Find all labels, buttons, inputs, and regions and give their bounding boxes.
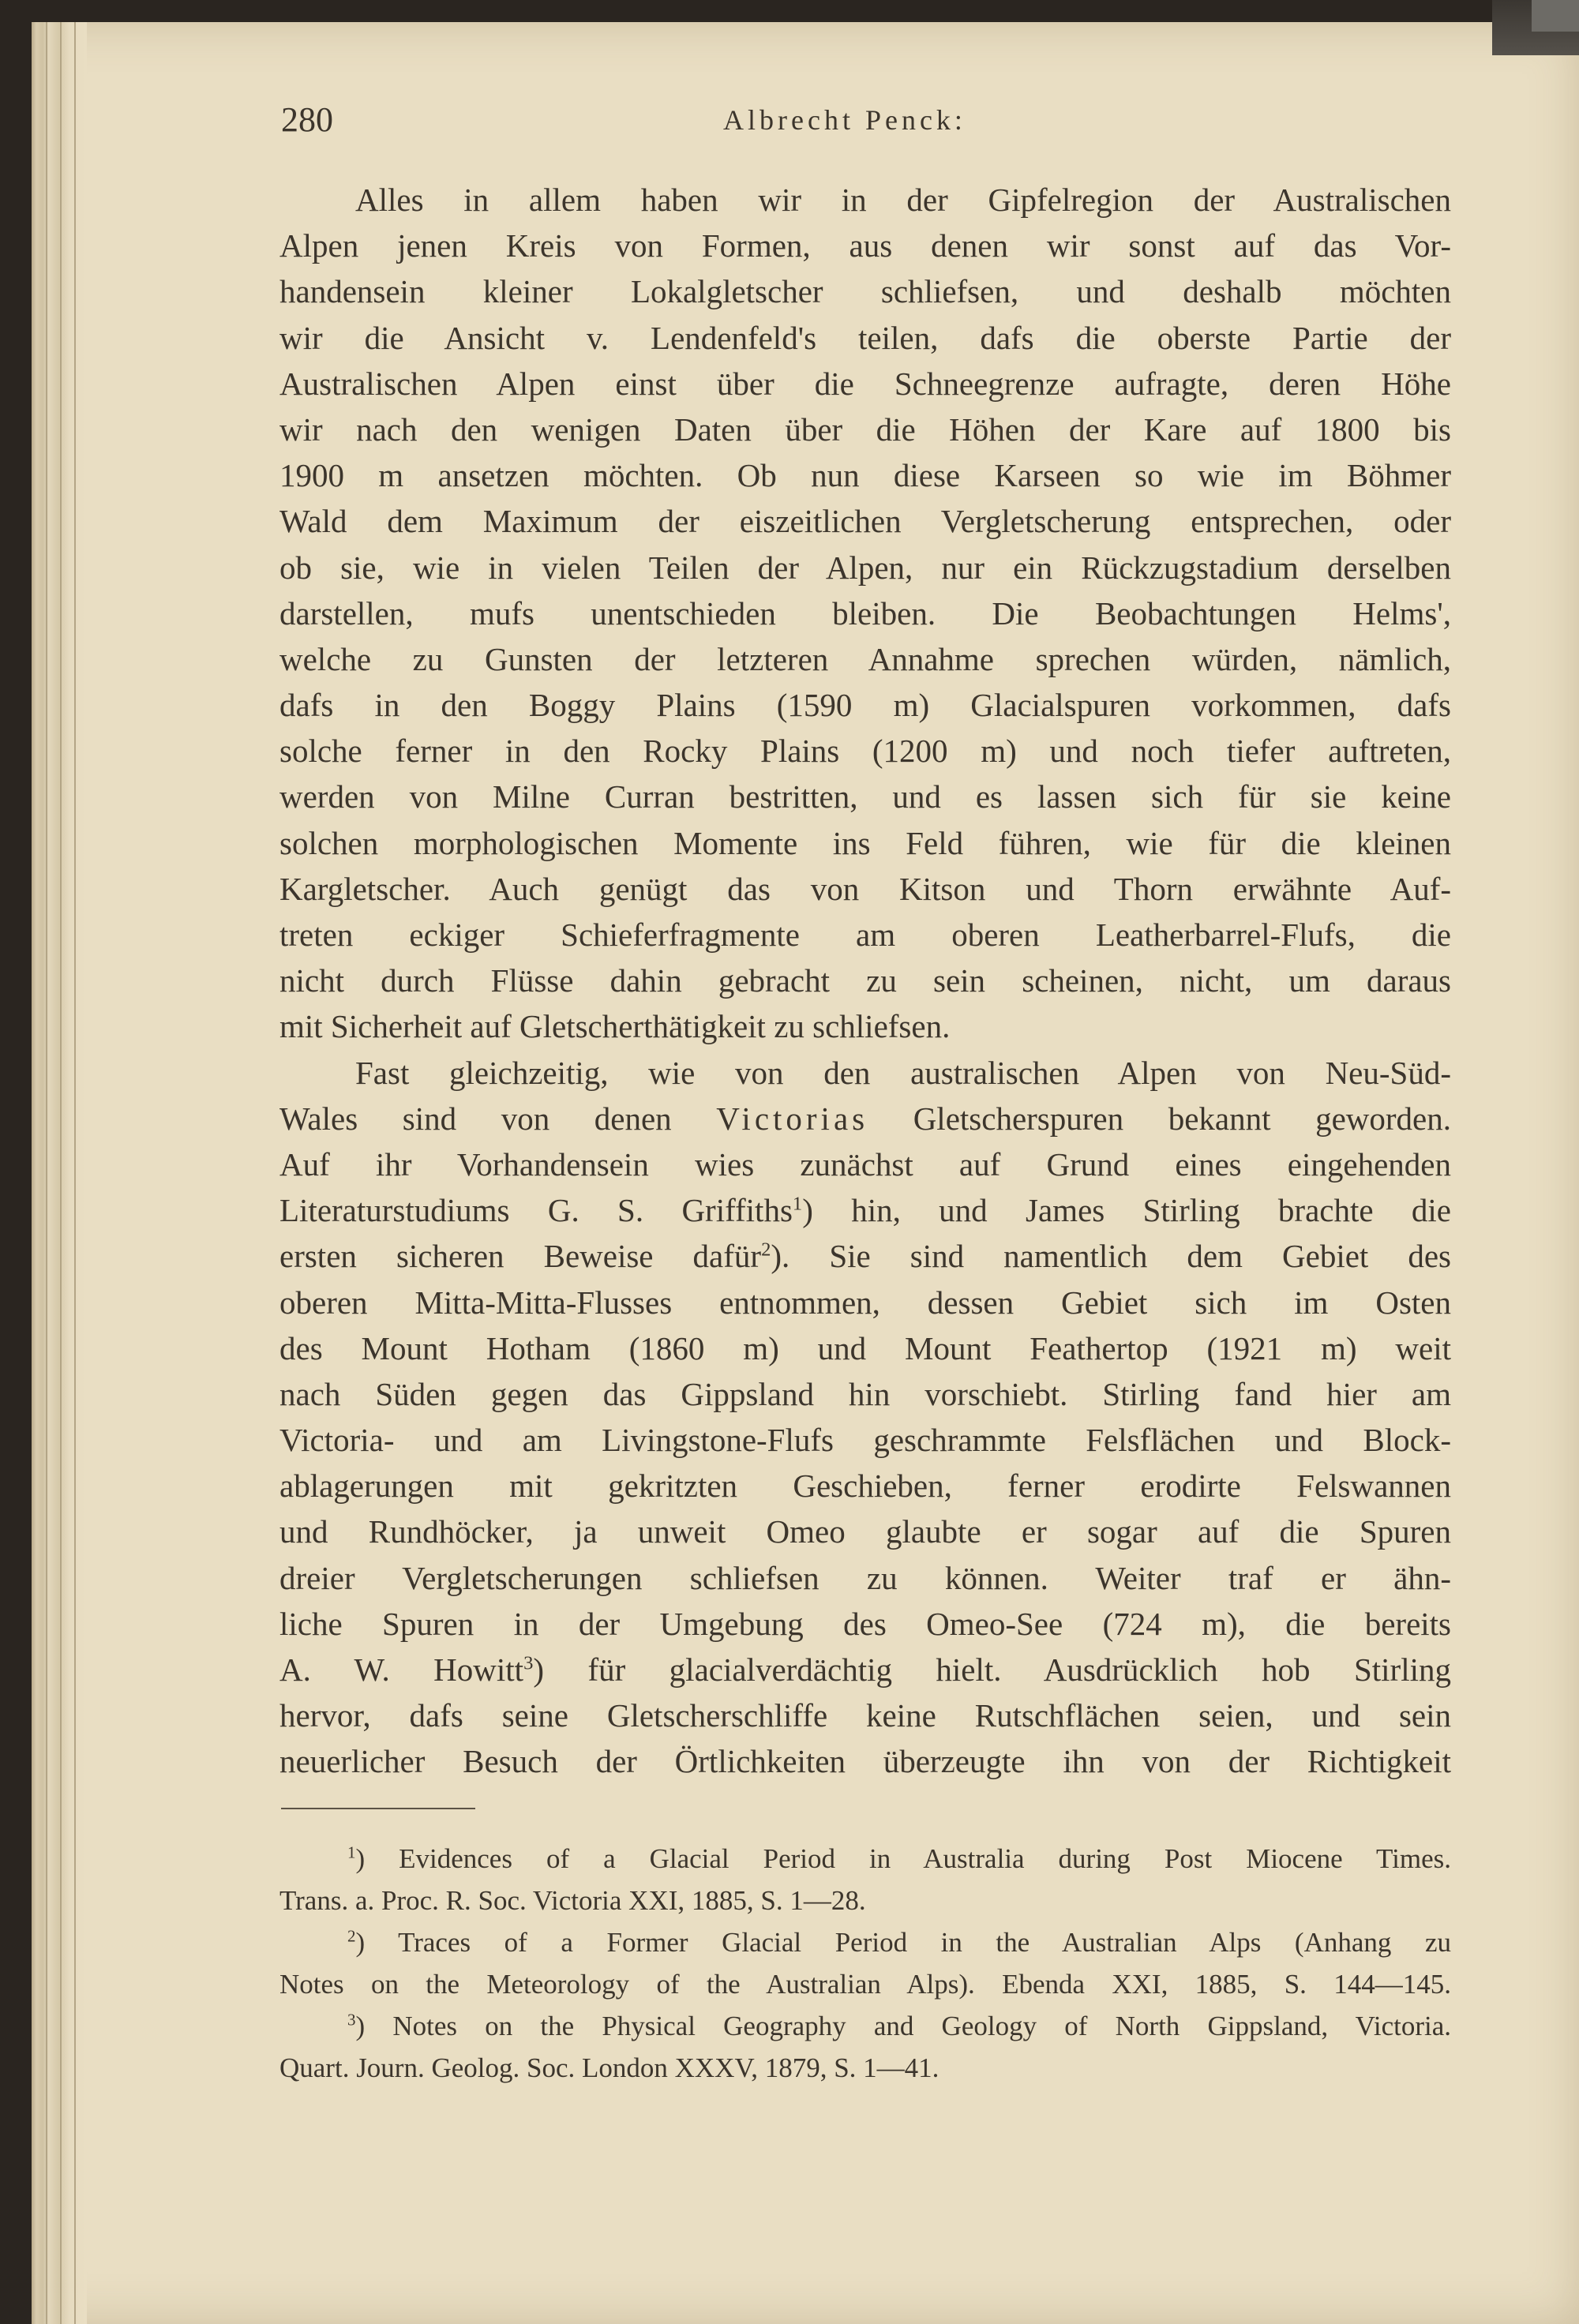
text-line: dafs in den Boggy Plains (1590 m) Glacialspuren vorkommen, dafs — [279, 687, 1451, 724]
page-edge-line — [60, 22, 62, 2324]
text-line: werden von Milne Curran bestritten, und es lassen sich für sie keine — [279, 778, 1451, 815]
text-line: ablagerungen mit gekritzten Geschieben, ferner erodirte Felswannen — [279, 1467, 1451, 1505]
emphasized-word: Victorias — [716, 1100, 869, 1137]
text-line: des Mount Hotham (1860 m) und Mount Feathertop (1921 m) weit — [279, 1329, 1451, 1366]
footnote-text: ) Traces of a Former Glacial Period in the Australian Alps (Anhang zu — [355, 1927, 1451, 1958]
text-line: nicht durch Flüsse dahin gebracht zu sein scheinen, nicht, um daraus — [279, 962, 1451, 999]
text-line: oberen Mitta-Mitta-Flusses entnommen, dessen Gebiet sich im Osten — [279, 1284, 1451, 1321]
footnote-2-cont: Notes on the Meteorology of the Australian Alps). Ebenda XXI, 1885, S. 144—145. — [279, 1969, 1451, 2000]
body-text — [279, 177, 1451, 1785]
text-run: Literaturstudiums G. S. Griffiths — [279, 1192, 793, 1229]
footnote-text: ) Evidences of a Glacial Period in Australia during Post Miocene Times. — [355, 1843, 1451, 1874]
text-line: Australischen Alpen einst über die Schneegrenze aufragte, deren Höhe — [279, 365, 1451, 402]
text-run: Gletscherspuren bekannt geworden. — [913, 1100, 1451, 1137]
page-edge-line — [74, 22, 76, 2324]
text-line — [279, 1647, 1451, 1692]
footnote-divider — [281, 1808, 475, 1809]
text-run: Wales sind von denen — [279, 1100, 672, 1137]
page-stack-edge — [32, 22, 87, 2324]
text-line: treten eckiger Schieferfragmente am oberen Leatherbarrel-Flufs, die — [279, 916, 1451, 953]
text-line — [279, 1096, 1451, 1141]
footnotes — [279, 1838, 1451, 2089]
text-run: ) für glacialverdächtig hielt. Ausdrücklich hob Stirling — [533, 1651, 1451, 1688]
text-line: Alpen jenen Kreis von Formen, aus denen wir sonst auf das Vor- — [279, 227, 1451, 264]
text-line: Fast gleichzeitig, wie von den australischen Alpen von Neu-Süd- — [355, 1054, 1451, 1091]
text-run: ). Sie sind namentlich dem Gebiet des — [771, 1238, 1452, 1275]
text-line: ob sie, wie in vielen Teilen der Alpen, nur ein Rückzugstadium derselben — [279, 549, 1451, 586]
text-line: Wald dem Maximum der eiszeitlichen Vergletscherung entsprechen, oder — [279, 503, 1451, 540]
text-line: handensein kleiner Lokalgletscher schliefsen, und deshalb möchten — [279, 273, 1451, 310]
page-number: 280 — [281, 100, 333, 139]
footnote-3 — [279, 2005, 1451, 2047]
page-header — [281, 98, 1450, 145]
text-line: wir nach den wenigen Daten über die Höhen der Kare auf 1800 bis — [279, 410, 1451, 448]
text-line: neuerlicher Besuch der Örtlichkeiten überzeugte ihn von der Richtigkeit — [279, 1743, 1451, 1780]
running-head: Albrecht Penck: — [723, 104, 966, 136]
text-line: Kargletscher. Auch genügt das von Kitson und Thorn erwähnte Auf- — [279, 870, 1451, 907]
text-run: ersten sicheren Beweise dafür — [279, 1238, 762, 1275]
text-run: A. W. Howitt — [279, 1651, 524, 1688]
footnote-marker: 3 — [347, 2010, 356, 2030]
footnote-1 — [279, 1838, 1451, 1880]
footnote-2 — [279, 1921, 1451, 1963]
text-line: Victoria- und am Livingstone-Flufs geschrammte Felsflächen und Block- — [279, 1422, 1451, 1459]
text-line — [279, 1233, 1451, 1279]
text-line: wir die Ansicht v. Lendenfeld's teilen, dafs die oberste Partie der — [279, 319, 1451, 356]
footnote-marker: 1 — [347, 1842, 356, 1862]
text-line: solchen morphologischen Momente ins Feld führen, wie für die kleinen — [279, 824, 1451, 861]
scan-corner — [1492, 0, 1579, 55]
text-line: liche Spuren in der Umgebung des Omeo-See (724 m), die bereits — [279, 1605, 1451, 1642]
text-line: Auf ihr Vorhandensein wies zunächst auf Grund eines eingehenden — [279, 1145, 1451, 1183]
footnote-ref-3: 3 — [523, 1652, 534, 1674]
text-line: hervor, dafs seine Gletscherschliffe keine Rutschflächen seien, und sein — [279, 1697, 1451, 1734]
text-line — [279, 1187, 1451, 1233]
footnote-ref-2: 2 — [761, 1239, 771, 1261]
text-run: ) hin, und James Stirling brachte die — [802, 1192, 1451, 1229]
scan-corner-tab — [1532, 0, 1579, 32]
text-line: 1900 m ansetzen möchten. Ob nun diese Karseen so wie im Böhmer — [279, 457, 1451, 494]
text-line: und Rundhöcker, ja unweit Omeo glaubte er sogar auf die Spuren — [279, 1513, 1451, 1550]
text-line: Alles in allem haben wir in der Gipfelregion der Australischen — [355, 182, 1451, 218]
text-line: mit Sicherheit auf Gletscherthätigkeit zu schliefsen. — [279, 1008, 951, 1045]
footnote-ref-1: 1 — [792, 1193, 803, 1215]
text-line: welche zu Gunsten der letzteren Annahme sprechen würden, nämlich, — [279, 640, 1451, 677]
footnote-text: ) Notes on the Physical Geography and Geology of North Gippsland, Victoria. — [355, 2011, 1451, 2041]
footnote-marker: 2 — [347, 1926, 356, 1946]
footnote-3-cont: Quart. Journ. Geolog. Soc. London XXXV, 1879, S. 1—41. — [279, 2052, 940, 2083]
text-line: darstellen, mufs unentschieden bleiben. Die Beobachtungen Helms', — [279, 594, 1451, 632]
footnote-1-cont: Trans. a. Proc. R. Soc. Victoria XXI, 1885, S. 1—28. — [279, 1885, 866, 1916]
text-line: dreier Vergletscherungen schliefsen zu können. Weiter traf er ähn- — [279, 1559, 1451, 1596]
page-edge-line — [46, 22, 47, 2324]
text-line: nach Süden gegen das Gippsland hin vorschiebt. Stirling fand hier am — [279, 1375, 1451, 1412]
text-line: solche ferner in den Rocky Plains (1200 m) und noch tiefer auftreten, — [279, 733, 1451, 770]
